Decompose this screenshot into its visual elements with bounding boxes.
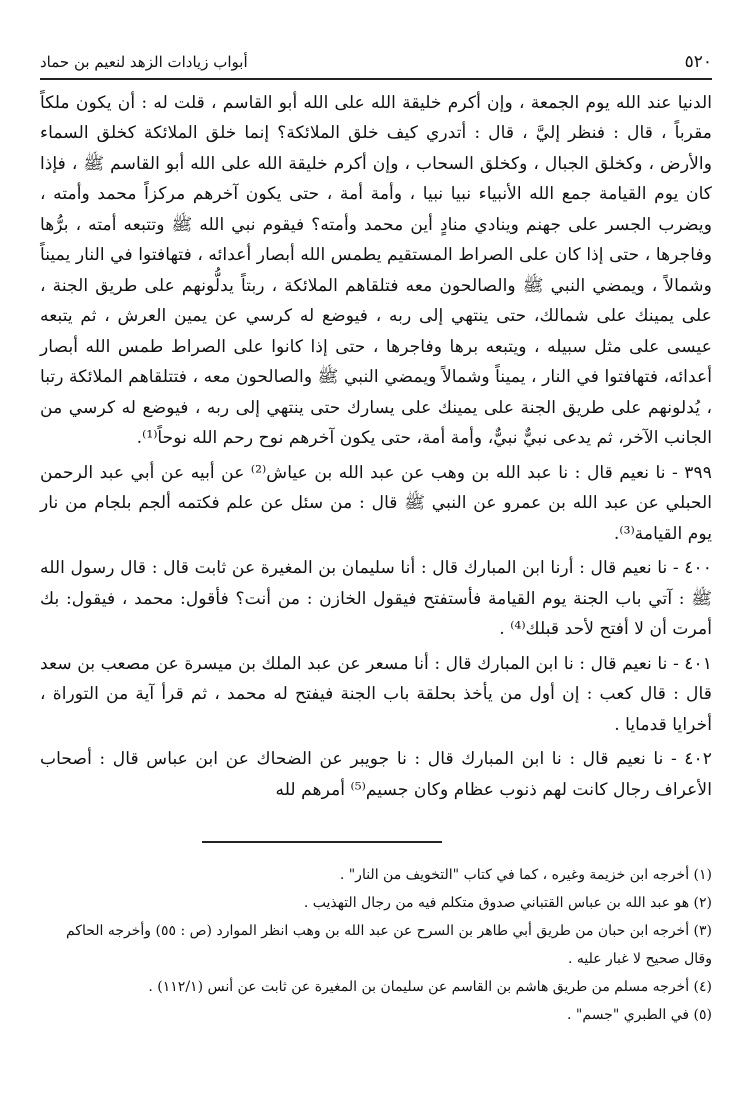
hadith-401: ٤٠١ - نا نعيم قال : نا ابن المبارك قال : أنا مسعر عن عبد الملك بن ميسرة عن مصعب بن سعد قال : قال كعب : إن أول من يأخذ بحلقة باب الجنة فيفتح له محمد ، ثم قرأ آية من التوراة ، أخرايا قدمايا . [40,653,712,735]
main-text [40,88,712,806]
book-page [40,48,712,1029]
running-title: أبواب زيادات الزهد لنعيم بن حماد [40,53,248,71]
hadith-402: ٤٠٢ - نا نعيم قال : نا ابن المبارك قال : نا جويبر عن الضحاك عن ابن عباس قال : أصحاب الأعراف رجال كانت لهم ذنوب عظام وكان جسيم⁽⁵⁾ أمرهم لله [40,749,712,800]
hadith-400: ٤٠٠ - نا نعيم قال : أرنا ابن المبارك قال : أنا سليمان بن المغيرة عن ثابت قال : قال رسول الله ﷺ : آتي باب الجنة يوم القيامة فأستفتح فيقول الخازن : من أنت؟ فأقول: محمد ، فيقول: بك أمرت أن لا أفتح لأحد قبلك⁽⁴⁾ . [40,558,712,639]
footnote-separator [202,841,442,843]
header-rule [40,78,712,80]
paragraph-continued: الدنيا عند الله يوم الجمعة ، وإن أكرم خليقة الله على الله أبو القاسم ، قلت له : أن يكون ملكاً مقرباً ، قال : فنظر إليَّ ، قال : أتدري كيف خلق الملائكة؟ إنما خلق الملائكة كخلق السماء والأرض ، وكخلق الجبال ، وكخلق السحاب ، وإن أكرم خليقة الله على الله أبو القاسم ﷺ ، فإذا كان يوم القيامة جمع الله الأنبياء نبيا نبيا ، وأمة أمة ، حتى يكون آخرهم مركزاً محمد وأمته ، ويضرب الجسر على جهنم وينادي منادٍ أين محمد وأمته؟ فيقوم نبي الله ﷺ وتتبعه أمته ، برُّها وفاجرها ، حتى إذا كان على الصراط المستقيم يطمس الله أبصار أعدائه ، فتهافتوا في النار يميناً وشمالاً ، ويمضي النبي ﷺ والصالحون معه فتلقاهم الملائكة ، ربتاً يدلُّونهم على طريق الجنة ، على يمينك على شمالك، حتى ينتهي إلى ربه ، فيوضع له كرسي عن يمين العرش ، ثم يتبعه عيسى على مثل سبيله ، ويتبعه برها وفاجرها ، حتى إذا كانوا على الصراط طمس الله أبصار أعدائه، فتهافتوا في النار ، يميناً وشمالاً ويمضي النبي ﷺ والصالحون معه ، فتتلقاهم الملائكة رتبا ، يُدلونهم على طريق الجنة على يمينك على يسارك حتى ينتهي إلى ربه ، فيوضع له كرسي من الجانب الآخر، ثم يدعى نبيٌّ نبيٌّ، وأمة أمة، حتى يكون آخرهم نوح رحم الله نوحاً⁽¹⁾. [40,92,712,448]
footnote-2: (٢) هو عبد الله بن عباس القتباني صدوق متكلم فيه من رجال التهذيب . [303,894,712,911]
hadith-399: ٣٩٩ - نا نعيم قال : نا عبد الله بن وهب عن عبد الله بن عياش⁽²⁾ عن أبيه عن أبي عبد الرحمن الحبلي عن عبد الله بن عمرو عن النبي ﷺ قال : من سئل عن علم فكتمه ألجم بلجام من نار يوم القيامة⁽³⁾. [40,462,712,544]
footnote-4: (٤) أخرجه مسلم من طريق هاشم بن القاسم عن سليمان بن المغيرة عن ثابت عن أنس (١١٢/١) . [148,978,712,995]
page-number: ٥٢٠ [684,52,712,72]
footnotes [40,861,712,1029]
footnote-1: (١) أخرجه ابن خزيمة وغيره ، كما في كتاب "التخويف من النار" . [339,866,712,883]
running-header [40,48,712,76]
footnote-5: (٥) في الطبري "جسم" . [567,1006,712,1023]
footnote-3: (٣) أخرجه ابن حبان من طريق أبي طاهر بن السرح عن عبد الله بن وهب انظر الموارد (ص : ٥٥) وأخرجه الحاكم وقال صحيح لا غبار عليه . [65,922,712,967]
